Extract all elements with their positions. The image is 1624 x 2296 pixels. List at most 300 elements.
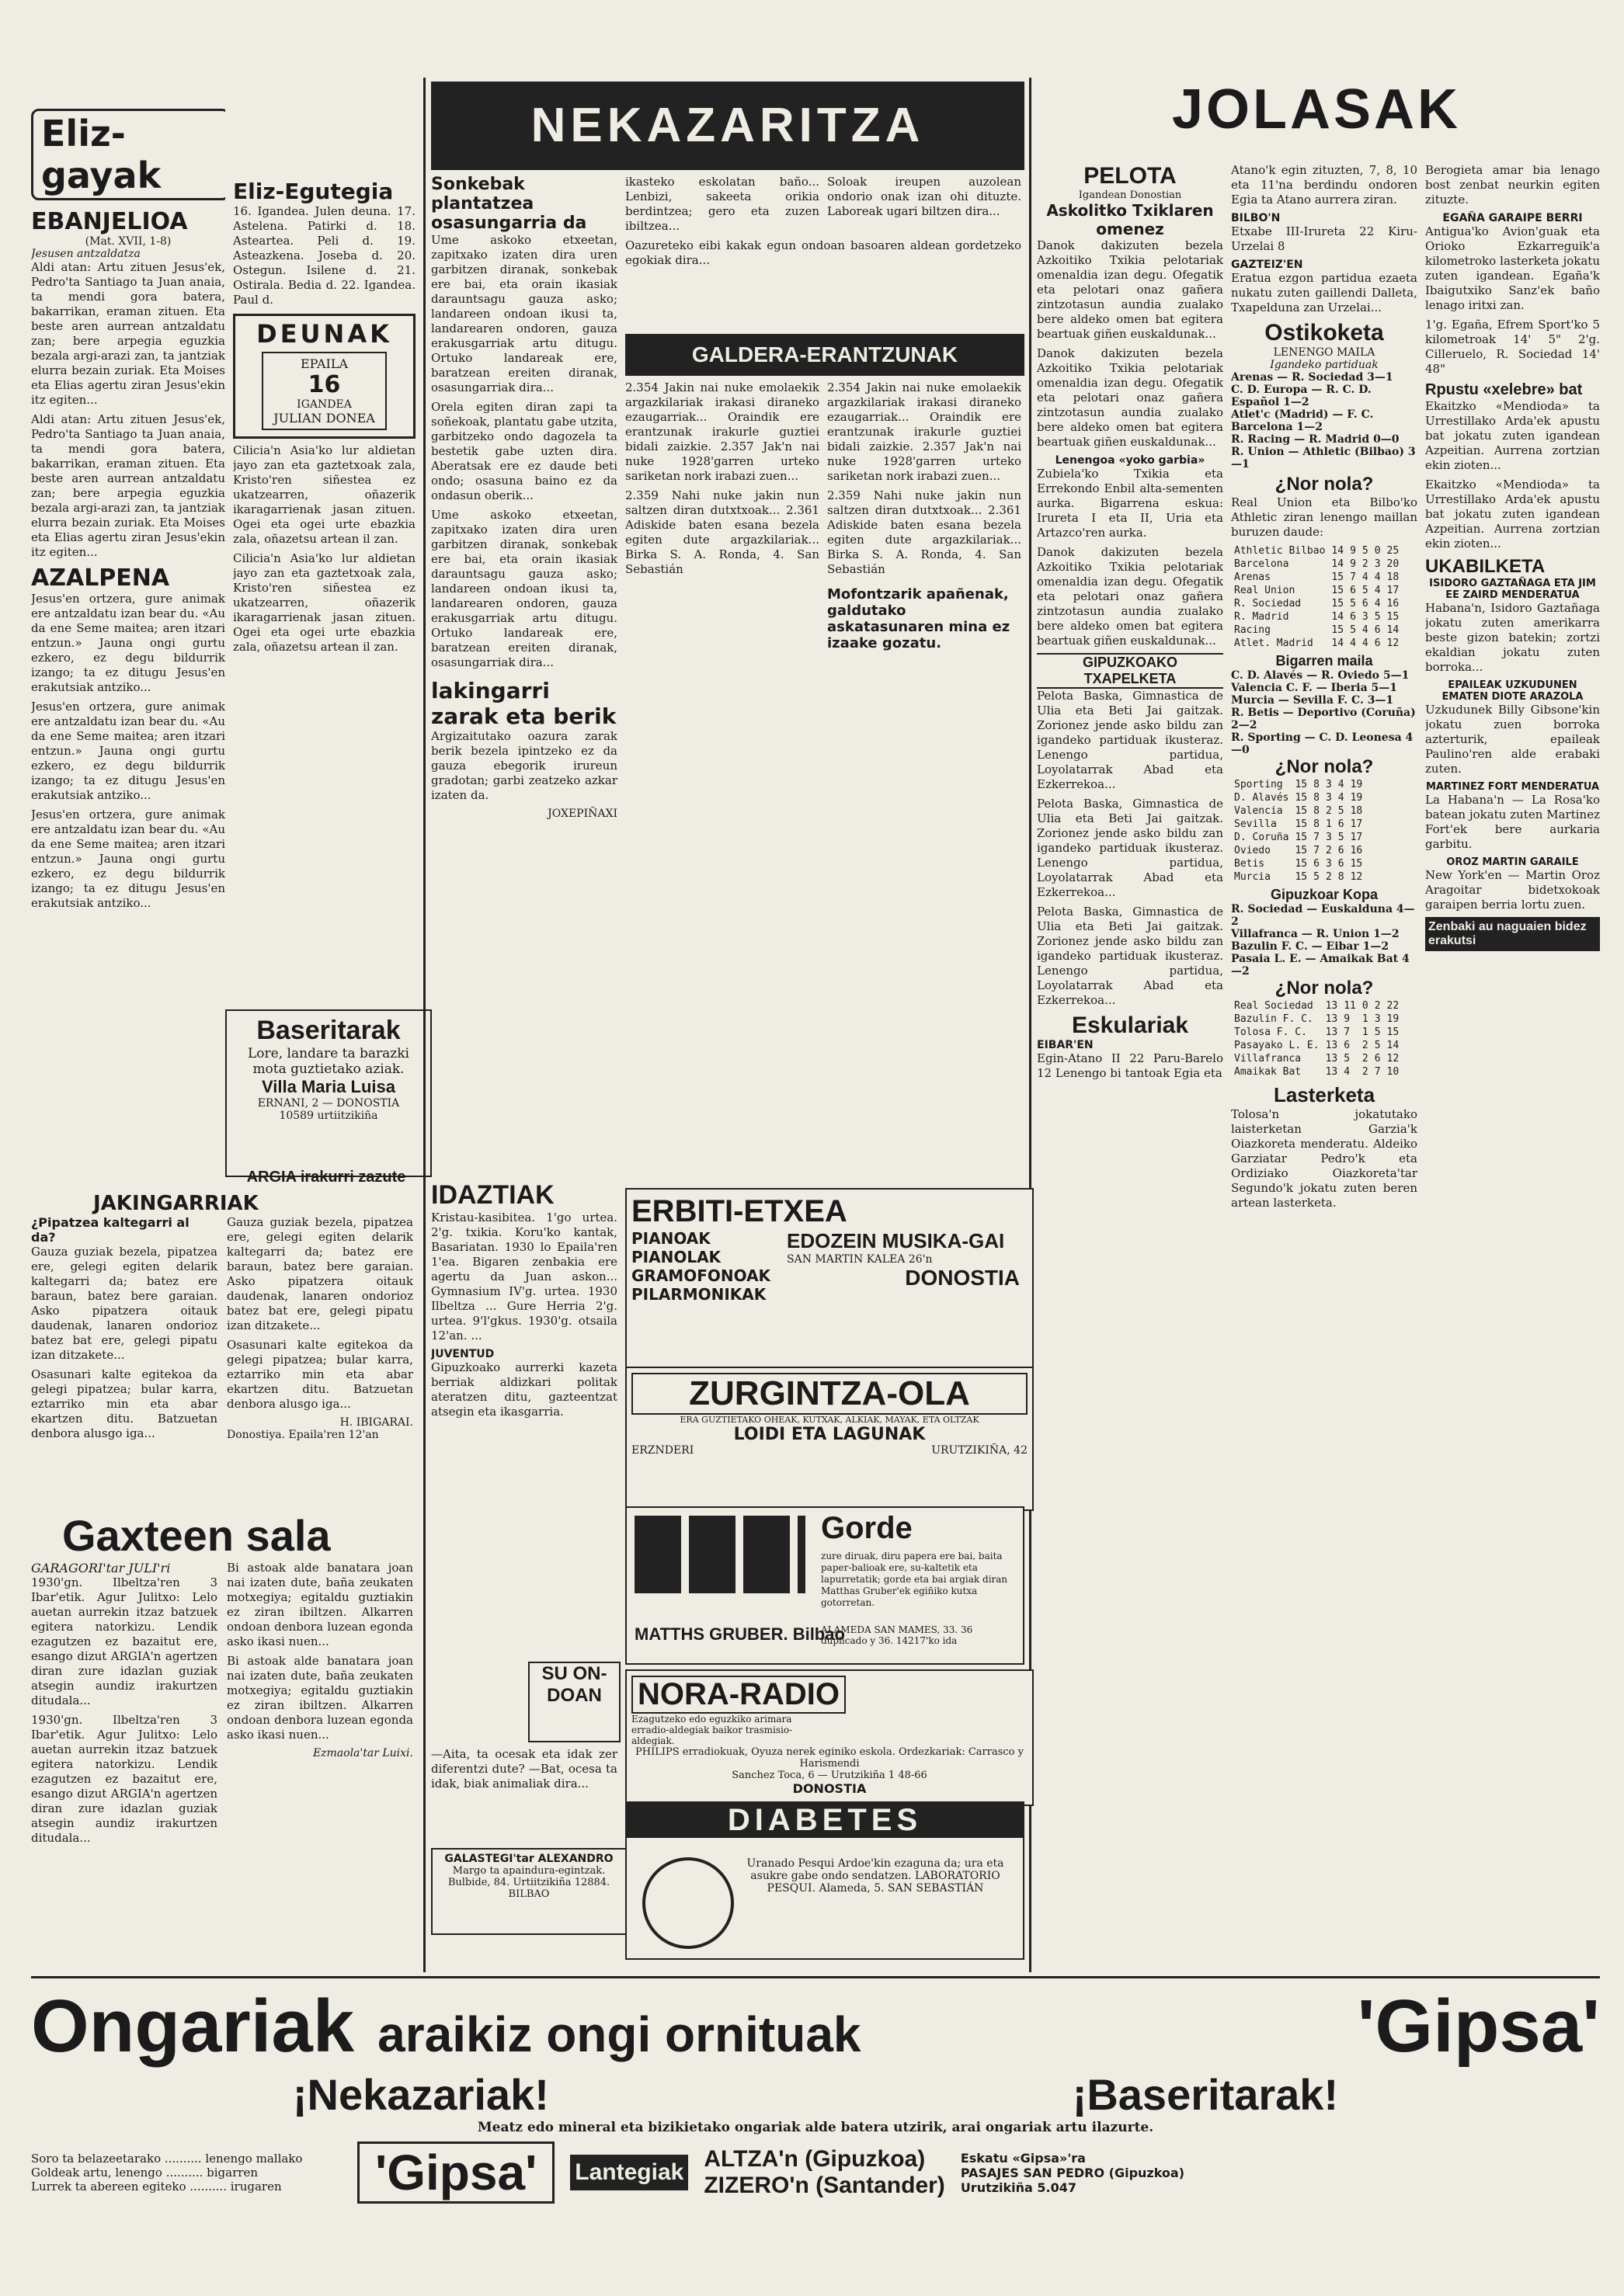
standings-cell-team: Barcelona [1234, 558, 1289, 570]
standings-cell-l: 8 [1337, 871, 1344, 883]
galastegi-title: GALASTEGI'tar ALEXANDRO [444, 1853, 614, 1865]
jakingarriak-signature: H. IBIGARAI. [339, 1416, 413, 1429]
standings-cell-team: Betis [1234, 858, 1265, 870]
standings-cell-w: 8 [1313, 818, 1320, 830]
standings-row [1231, 831, 1365, 844]
ebanjelioa-body-cont: Aldi atan: Artu zituen Jesus'ek, Pedro'ta Santiago ta Juan anaia, ta mendi gora batera, bakarrikan, eraman zituen. Eta beste aren aurrean antzaldatu zan; bere arpegia eguzkia bezala argi-arazi zan, ta jantziak elurra bezain zuriak. Eta Moises eta Elias agertu ziran Jesus'ekin itz egiten... [31, 412, 225, 559]
martinez-body: La Habana'n — La Rosa'ko batean jokatu zuten Martinez Fort'ek bere aurkaria garbitu. [1425, 793, 1600, 851]
erbiti-address: SAN MARTIN KALEA 26'n [787, 1253, 933, 1266]
standings-cell-l: 6 [1337, 818, 1344, 830]
gipuzkoako-body-cont2: Pelota Baska, Gimnastica de Ulia eta Beti Jai gaitzak. Zorionez jende asko bildu zan igandeko partiduak ikusteraz. Lenengo partidua, Loyolatarrak Abad eta Ezkerrekoa... [1037, 905, 1223, 1007]
standings-cell-d: 4 [1361, 624, 1368, 636]
standings-row [1231, 999, 1402, 1013]
standings-cell-d: 0 [1361, 1000, 1368, 1012]
soluak-body: Soloak ireupen auzolean ondorio onak izan ohi dituzte. Laboreak ugari biltzen dira... [827, 175, 1021, 218]
gaxteen-body2: Bi astoak alde banatara joan nai izaten dute, baña zeukaten motxegiya; egitaldu guztiakin ez ziran ibiltzen. Alkarren ondoan denbora luzean egonda asko ikasi nuen... [227, 1561, 413, 1648]
standings-cell-pts: 18 [1386, 571, 1400, 583]
jakingarriak-question: ¿Pipatzea kaltegarri al da? [31, 1215, 190, 1245]
standings-cell-l: 6 [1337, 858, 1344, 870]
galderak-body-1: 2.354 Jakin nai nuke emolaekik argazkilariak irakasi diraneko ezaugarriak... Oraindik ere erantzunak irakurle guztiei bidali zaizkie. 2.357 Jak'n nai nuke 1928'garren urteko sariketan nork irabazi zuen... [625, 380, 819, 483]
standings-cell-p: 15 [1295, 792, 1308, 804]
ongariak-bigaren: bigarren [207, 2166, 258, 2180]
deunak-saint: JULIAN DONEA [273, 411, 375, 426]
diabetes-title: DIABETES [627, 1803, 1023, 1838]
zurgintza-ad [625, 1367, 1034, 1511]
standings-cell-team: Real Sociedad [1234, 1000, 1313, 1012]
nekazaritza-body-cont: Ume askoko etxeetan, zapitxako izaten dira uren garbitzen diranak, sonkebak ere bai, eta orain ikasiak darauntsagu gauza asko; landareen ondoan ikusi ta, landarearen ondoren, gauza erakusgarriak artu ditugu. Ortuko landareak ere, baratzean ereiten diranak, osasungarriak dira... [431, 508, 617, 669]
zurgintza-name: LOIDI ETA LAGUNAK [733, 1425, 926, 1444]
erbiti-city: DONOSTIA [905, 1266, 1020, 1290]
pelota-heading: PELOTA [1083, 163, 1177, 189]
erbiti-ad [625, 1188, 1034, 1371]
gipuzkoako-heading: GIPUZKOAKO TXAPELKETA [1037, 653, 1223, 689]
zizero-line: ZIZERO'n (Santander) [704, 2173, 945, 2198]
ebanjelioa-ref: (Mat. XVII, 1-8) [85, 235, 172, 248]
lantegiak-label: Lantegiak [570, 2155, 688, 2190]
azalpena-body-cont2: Jesus'en ortzera, gure animak ere antzaldatu izan bear du. «Au da ene Seme maitea; aren itzari entzun.» Jauna ongi gurtu ezkero, ez degu bildurrik izango; ta ez ditugu Jesus'en erakutsiak antziko... [31, 808, 225, 910]
ebanjelioa-body: Aldi atan: Artu zituen Jesus'ek, Pedro'ta Santiago ta Juan anaia, ta mendi gora batera, bakarrikan, eraman zituen. Eta beste aren aurrean antzaldatu zan; bere arpegia eguzkia bezala argi-arazi zan, ta jantziak elurra bezain zuriak. Eta Moises eta Elias agertu ziran Jesus'ekin itz egiten... [31, 260, 225, 407]
standings-cell-l: 4 [1337, 779, 1344, 790]
standings-cell-team: Sevilla [1234, 818, 1277, 830]
nora-city: DONOSTIA [792, 1781, 867, 1796]
gaxteen-body2-cont: Bi astoak alde banatara joan nai izaten dute, baña zeukaten motxegiya; egitaldu guztiakin ez ziran ibiltzen. Alkarren ondoan denbora luzean egonda asko ikasi nuen... [227, 1654, 413, 1742]
col2-intro: Atano'k egin zituzten, 7, 8, 10 eta 11'na berdindu ondoren Egia ta Atano aurrera ziran. [1231, 163, 1417, 207]
standings-table-2 [1231, 778, 1365, 884]
diabetes-body: Uranado Pesqui Ardoe'kin ezaguna da; ura eta asukre gabe ondo sendatzen. LABORATORIO PESQUI. Alameda, 5. SAN SEBASTIÁN [746, 1857, 1004, 1895]
zenbaki-box: Zenbaki au naguaien bidez erakutsi [1425, 917, 1600, 951]
martinez-heading: MARTINEZ FORT MENDERATUA [1425, 781, 1600, 793]
standings-cell-l: 4 [1374, 571, 1381, 583]
standings-cell-w: 4 [1344, 1066, 1351, 1078]
standings-cell-p: 15 [1295, 832, 1308, 843]
standings-cell-team: D. Alavés [1234, 792, 1289, 804]
standings-cell-d: 3 [1325, 792, 1332, 804]
standings-cell-l: 5 [1374, 1040, 1381, 1051]
nekazaritza-signature: JOXEPIÑAXI [548, 808, 617, 820]
egana-heading: EGAÑA GARAIPE BERRI [1442, 212, 1583, 224]
standings-cell-w: 5 [1313, 871, 1320, 883]
standings-cell-w: 7 [1350, 571, 1356, 583]
standings-row [1231, 1026, 1402, 1039]
standings-cell-team: Sporting [1234, 779, 1283, 790]
standings-cell-d: 5 [1361, 585, 1368, 596]
standings-cell-pts: 19 [1350, 792, 1363, 804]
standings-cell-l: 4 [1337, 792, 1344, 804]
standings-cell-team: Pasayako L. E. [1234, 1040, 1320, 1051]
eliz-gayak-title: Eliz-gayak [31, 109, 225, 200]
bilbo-heading: BILBO'N [1231, 212, 1281, 224]
standings-cell-pts: 18 [1350, 805, 1363, 817]
standings-row [1231, 597, 1402, 610]
rpustu-body: Ekaitzko «Mendioda» ta Urrestillako Arda'ek apustu bat jokatu zuten igandean Azpeitian. Aurrena zortzian ekin zioten... [1425, 399, 1600, 472]
zurgintza-sub: ERA GUZTIETAKO OHEAK, KUTXAK, ALKIAK, MAYAK, ETA OLTZAK [680, 1415, 979, 1425]
azalpena-body-cont: Jesus'en ortzera, gure animak ere antzaldatu izan bear du. «Au da ene Seme maitea; aren itzari entzun.» Jauna ongi gurtu ezkero, ez degu bildurrik izango; ta ez ditugu Jesus'en erakutsiak antziko... [31, 700, 225, 802]
standings-cell-pts: 20 [1386, 558, 1400, 570]
erbiti-item-2: PIANOLAK [631, 1248, 722, 1266]
lasterketa-heading: Lasterketa [1273, 1083, 1375, 1106]
standings-cell-l: 7 [1374, 1066, 1381, 1078]
standings-cell-w: 9 [1350, 558, 1356, 570]
standings-cell-p: 14 [1331, 637, 1344, 649]
deunak-num: 16 [308, 371, 341, 398]
result-2-5: R. Sporting — C. D. Leonesa 4—0 [1231, 731, 1414, 756]
ongariak-baseritarak: ¡Baseritarak! [1072, 2070, 1339, 2119]
standings-cell-pts: 15 [1386, 1026, 1400, 1038]
standings-cell-p: 13 [1325, 1013, 1338, 1025]
erbiti-item-1: PIANOAK [631, 1229, 711, 1248]
standings-cell-d: 2 [1325, 871, 1332, 883]
standings-cell-l: 6 [1337, 845, 1344, 856]
baseritarak-ad-line5: 10589 urtiitzikiña [279, 1110, 378, 1122]
standings-cell-team: Atlet. Madrid [1234, 637, 1313, 649]
pasajes-line: PASAJES SAN PEDRO (Gipuzkoa) [960, 2165, 1185, 2180]
standings-cell-pts: 14 [1386, 1040, 1400, 1051]
standings-cell-pts: 25 [1386, 545, 1400, 557]
standings-cell-team: Valencia [1234, 805, 1283, 817]
standings-cell-w: 4 [1350, 637, 1356, 649]
mofontzaria-text: Mofontzarik apañenak, galdutako askatasunaren mina ez izaake gozatu. [827, 586, 1010, 651]
standings-row [1231, 844, 1365, 857]
iakingarri-body: Argizaitutako oazura zarak berik bezela ipintzeko ez da gauza ebegorik irureun gradotan; garbi zeatzeko azkar izaten da. [431, 729, 617, 802]
standings-cell-pts: 15 [1350, 858, 1363, 870]
standings-cell-d: 6 [1361, 598, 1368, 610]
standings-row [1231, 778, 1365, 791]
standings-cell-pts: 10 [1386, 1066, 1400, 1078]
gaxteen-sub: GARAGORI'tar JULI'ri [31, 1561, 171, 1575]
standings-row [1231, 1013, 1402, 1026]
nekazaritza-title: NEKAZARITZA [530, 99, 925, 152]
standings-cell-w: 5 [1344, 1053, 1351, 1065]
standings-cell-team: Oviedo [1234, 845, 1271, 856]
standings-cell-p: 15 [1295, 858, 1308, 870]
standings-cell-l: 4 [1374, 598, 1381, 610]
standings-cell-l: 2 [1374, 1000, 1381, 1012]
su-ondoan-body-area [431, 1747, 617, 1825]
standings-cell-team: Tolosa F. C. [1234, 1026, 1307, 1038]
jakingarriak-place: Donostiya. Epaila'ren 12'an [227, 1429, 379, 1441]
eskatu-line: Eskatu «Gipsa»'ra [960, 2150, 1086, 2166]
deunak-body-cont: Cilicia'n Asia'ko lur aldietan jayo zan eta gaztetxoak zala, Kristo'ren siñestea ez ukatzearren, oñazerik ikaragarrienak jasan zituen. Ogei eta ogei urte ebazkia zala, oñazetsu artean il zan. [233, 551, 416, 654]
ongariak-araikiz: araikiz ongi ornituak [377, 2006, 861, 2062]
result-3-1: R. Sociedad — Euskalduna 4—2 [1231, 903, 1415, 928]
jakingarriak-body: Gauza guziak bezela, pipatzea ere, gelegi egiten delarik kaltegarri da; batez ere baraun, batez bere garaian. Asko pipatzera oitauk daudenak, lanaren ondorioz batez bat ere, gelegi pipatu izan ditzakete... [31, 1245, 217, 1362]
pelota-body: Danok dakizuten bezela Azkoitiko Txikia pelotariak omenaldia izan degu. Ofegatik eta pelotari onaz gañera zintzotasun aundia zualako bere aldeko omen bat egitera beartuak giñen euskaldunak... [1037, 238, 1223, 341]
galastegi-ad [431, 1848, 627, 1935]
gaxteen-body-cont: 1930'gn. Ilbeltza'ren 3 Ibar'etik. Agur Julitxo: Lelo auetan aurrekin itzaz batzuek egitera natorkizu. Lendik ezagutzen ez bazaitut ere, esango dizut ARGIA'n agertzen diran zure idazlan guziak atsegin aundiz irakurtzen ditudala... [31, 1713, 217, 1845]
standings-cell-w: 8 [1313, 779, 1320, 790]
result-3-4: Pasaia L. E. — Amaikak Bat 4—2 [1231, 953, 1410, 978]
ongariak-line-1: Soro ta belazeetarako [31, 2152, 162, 2166]
bottom-rule [31, 1976, 1600, 1978]
ongariak-line-3: Lurrek ta abereen egiteko [31, 2180, 186, 2194]
gorde-address: ALAMEDA SAN MAMES, 33. 36 duplicado y 36. 14217'ko ida [821, 1624, 973, 1646]
standings-cell-team: R. Sociedad [1234, 598, 1302, 610]
erbiti-tagline: EDOZEIN MUSIKA-GAI [787, 1229, 1005, 1252]
standings-cell-pts: 16 [1386, 598, 1400, 610]
ostikoketa-column [1231, 163, 1417, 1972]
standings-cell-pts: 12 [1386, 1053, 1400, 1065]
erbiti-item-4: PILARMONIKAK [631, 1285, 767, 1304]
standings-cell-p: 13 [1325, 1000, 1338, 1012]
standings-cell-p: 15 [1295, 818, 1308, 830]
isidoro-heading: ISIDORO GAZTAÑAGA ETA JIM EE ZAIRD MENDERATUA [1429, 578, 1596, 601]
iakingarri-headline: lakingarri zarak eta berik [431, 678, 617, 729]
standings-cell-pts: 17 [1350, 832, 1363, 843]
erbiti-item-3: GRAMOFONOAK [631, 1266, 771, 1285]
eskulariak-body: Egin-Atano II 22 Paru-Barelo 12 Lenengo bi tantoak Egia eta [1037, 1051, 1223, 1080]
standings-cell-d: 1 [1361, 1013, 1368, 1025]
standings-cell-d: 2 [1325, 805, 1332, 817]
standings-cell-l: 3 [1374, 1013, 1381, 1025]
pelota-body-cont: Danok dakizuten bezela Azkoitiko Txikia pelotariak omenaldia izan degu. Ofegatik eta pelotari onaz gañera zintzotasun aundia zualako bere aldeko omen bat egitera beartuak giñen euskaldunak... [1037, 346, 1223, 449]
ostikoketa-heading: Ostikoketa [1264, 320, 1384, 346]
galdera-erantzunak-body [625, 380, 1021, 1141]
galdera-erantzunak-title: GALDERA-ERANTZUNAK [691, 342, 958, 366]
zurgintza-title: ZURGINTZA-OLA [631, 1373, 1028, 1415]
gipuzkoako-body: Pelota Baska, Gimnastica de Ulia eta Beti Jai gaitzak. Zorionez jende asko bildu zan igandeko partiduak ikusteraz. Lenengo partidua, Loyolatarrak Abad eta Ezkerrekoa... [1037, 689, 1223, 791]
standings-cell-pts: 17 [1386, 585, 1400, 596]
standings-cell-d: 3 [1325, 858, 1332, 870]
ongariak-note: Meatz edo mineral eta bizikietako ongariak alde batera utzirik, arai ongariak artu ilazurte. [477, 2120, 1154, 2135]
gaxteen-signature: Ezmaola'tar Luixi. [312, 1747, 413, 1759]
standings-row [1231, 791, 1365, 804]
baseritarak-ad-line3: Villa Maria Luisa [261, 1077, 395, 1096]
epaileak-heading: EPAILEAK UZKUDUNEN EMATEN DIOTE ARAZOLA [1441, 679, 1584, 703]
oazur-body: Oazureteko eibi kakak egun ondoan basoaren aldean gordetzeko egokiak dira... [625, 238, 1021, 267]
su-ondoan-box [528, 1662, 621, 1742]
pelota-sub: Igandean Donostian [1078, 189, 1182, 201]
standings-row [1231, 558, 1402, 571]
galderak-body-2: 2.359 Nahi nuke jakin nun saltzen diran dutxtxoak... 2.361 Adiskide baten esana bezela egiten dute argazkilariak... Birka S. A. Ronda, 4. San Sebastián [625, 488, 819, 576]
standings-cell-p: 13 [1325, 1066, 1338, 1078]
deunak-box [233, 314, 416, 439]
gazteiz-body: Eratua ezgon partidua ezaeta nukatu zuten gaillendi Dalleta, Txapelduna zan Urzelai... [1231, 271, 1417, 314]
eskulariak-sub: EIBAR'EN [1037, 1039, 1094, 1051]
jolasak-banner [1037, 78, 1596, 163]
baseritarak-ad-line2: mota guztietako aziak. [252, 1061, 405, 1077]
baseritarak-ad-line4: ERNANI, 2 — DONOSTIA [257, 1097, 400, 1110]
standings-cell-pts: 12 [1386, 637, 1400, 649]
result-3-2: Villafranca — R. Union 1—2 [1231, 928, 1400, 940]
standings-cell-d: 1 [1361, 1026, 1368, 1038]
standings-cell-d: 2 [1361, 558, 1368, 570]
nora-tagline: Ezagutzeko edo eguzkiko arimara erradio-aldegiak baikor trasmisio-aldegiak. [631, 1714, 793, 1746]
lenengoa-body: Zubiela'ko Txikia eta Errekondo Enbil alta-sementen aurka. Bigarrena eskua: Irureta I eta II, Uria eta Artazco'ren aurka. [1037, 467, 1223, 540]
standings-cell-l: 5 [1337, 805, 1344, 817]
standings-cell-team: Murcia [1234, 871, 1271, 883]
result-2-4: R. Betis — Deportivo (Coruña) 2—2 [1231, 707, 1416, 731]
standings-cell-w: 7 [1313, 832, 1320, 843]
result-1-5: R. Union — Athletic (Bilbao) 3—1 [1231, 446, 1416, 471]
gorde-title: Gorde [821, 1511, 913, 1545]
ongariak-gipsa: 'Gipsa' [1357, 1985, 1600, 2068]
egana-results: 1'g. Egaña, Efrem Sport'ko 5 kilometroak 14' 5" 2'g. Cilleruelo, R. Sociedad 14' 48" [1425, 318, 1600, 376]
standings-cell-w: 11 [1344, 1000, 1356, 1012]
standings-cell-team: Real Union [1234, 585, 1295, 596]
galderak-body-4: 2.359 Nahi nuke jakin nun saltzen diran dutxtxoak... 2.361 Adiskide baten esana bezela egiten dute argazkilariak... Birka S. A. Ronda, 4. San Sebastián [827, 488, 1021, 576]
nor-nola-heading-1: ¿Nor nola? [1275, 474, 1374, 495]
idaztiak-title: IDAZTIAK [431, 1180, 555, 1210]
standings-cell-pts: 16 [1350, 845, 1363, 856]
deunak-heading: DEUNAK [256, 319, 392, 349]
azalpena-heading: AZALPENA [31, 564, 170, 592]
standings-cell-p: 15 [1295, 871, 1308, 883]
nora-address: Sanchez Toca, 6 — Urutzikiña 1 48-66 [732, 1770, 927, 1781]
standings-cell-pts: 15 [1386, 611, 1400, 623]
standings-row [1231, 1065, 1402, 1079]
jakingarriak-body2-right: Osasunari kalte egitekoa da gelegi pipatzea; bular karra, eztarriko min eta abar ekartzen ditu. Batzuetan denbora alusgo iga... [227, 1338, 413, 1411]
standings-cell-d: 2 [1361, 1040, 1368, 1051]
standings-cell-l: 6 [1374, 1053, 1381, 1065]
standings-cell-team: R. Madrid [1234, 611, 1289, 623]
standings-cell-pts: 19 [1350, 779, 1363, 790]
egutegia-heading: Eliz-Egutegia [233, 179, 394, 204]
baseritarak-ad-line1: Lore, landare ta barazki [248, 1046, 409, 1061]
rpustu-body-cont: Ekaitzko «Mendioda» ta Urrestillako Arda'ek apustu bat jokatu zuten igandean Azpeitian. Aurrena zortzian ekin zioten... [1425, 478, 1600, 551]
galderak-body-3: 2.354 Jakin nai nuke emolaekik argazkilariak irakasi diraneko ezaugarriak... Oraindik ere erantzunak irakurle guztiei bidali zaizkie. 2.357 Jak'n nai nuke 1928'garren urteko sariketan nork irabazi zuen... [827, 380, 1021, 483]
juventud-heading: JUVENTUD [431, 1348, 495, 1360]
ebanjelioa-heading: EBANJELIOA [31, 208, 188, 235]
jolasak-title: JOLASAK [1171, 78, 1462, 141]
standings-cell-d: 3 [1325, 832, 1332, 843]
ebanjelioa-sub: Jesusen antzaldatza [31, 248, 141, 260]
result-2-3: Murcia — Sevilla F. C. 3—1 [1231, 694, 1394, 707]
standings-cell-w: 5 [1350, 598, 1356, 610]
standings-cell-p: 15 [1331, 624, 1344, 636]
result-3-3: Bazulin F. C. — Eibar 1—2 [1231, 940, 1389, 953]
standings-cell-d: 3 [1325, 779, 1332, 790]
standings-cell-pts: 14 [1386, 624, 1400, 636]
standings-cell-p: 15 [1331, 585, 1344, 596]
result-1-1: Arenas — R. Sociedad 3—1 [1231, 371, 1393, 384]
standings-cell-w: 8 [1313, 805, 1320, 817]
gaxteen-body: 1930'gn. Ilbeltza'ren 3 Ibar'etik. Agur Julitxo: Lelo auetan aurrekin itzaz batzuek egitera natorkizu. Lendik ezagutzen ez bazaitut ere, esango dizut ARGIA'n agertzen diran zure idazlan guziak atsegin aundiz irakurtzen ditudala... [31, 1575, 217, 1707]
standings-cell-p: 15 [1331, 571, 1344, 583]
standings-cell-d: 2 [1325, 845, 1332, 856]
standings-cell-pts: 17 [1350, 818, 1363, 830]
standings-table-3 [1231, 999, 1402, 1079]
nekazaritza-body: Ume askoko etxeetan, zapitxako izaten dira uren garbitzen diranak, sonkebak ere bai, eta orain ikasiak darauntsagu gauza asko; landareen ondoan ikusi ta, landarearen ondoren, gauza erakusgarriak artu ditugu. Ortuko landareak ere, baratzean ereiten diranak, osasungarriak dira... [431, 233, 617, 394]
juventud-body: Gipuzkoako aurrerki kazeta berriak aldizkari politak ateratzen ditu, gazteentzat atsegin eta ikasgarria. [431, 1360, 617, 1419]
pelota-column [1037, 163, 1223, 1972]
standings-cell-w: 7 [1313, 845, 1320, 856]
standings-cell-l: 4 [1374, 585, 1381, 596]
galdera-erantzunak-banner [625, 334, 1024, 376]
standings-row [1231, 1039, 1402, 1052]
egutegia-body: 16. Igandea. Julen deuna. 17. Astelena. Patirki d. 18. Asteartea. Peli d. 19. Asteazkena. Joseba d. 20. Ostegun. Isilene d. 21. Ostirala. Bedia d. 22. Igandea. Paul d. [233, 204, 416, 307]
eskulariak-heading: Eskulariak [1071, 1013, 1189, 1038]
standings-cell-d: 4 [1361, 571, 1368, 583]
nekazaritza-body2: Orela egiten diran zapi ta soñekoak, plantatu gabe utzita, garbitzeko ondo dagozela ta bestetik gabe uzten dira. Aberatsak ere ez daude beti ondo; osasuna baino ez da ondasun oberik... [431, 400, 617, 502]
oroz-body: New York'en — Martin Oroz Aragoitar bidetxokoak garaipen berria lortu zuen. [1425, 868, 1600, 912]
standings-cell-w: 5 [1350, 624, 1356, 636]
bigarren-maila-heading: Bigarren maila [1275, 653, 1373, 669]
gorde-brand: MATTHS GRUBER. Bilbao [635, 1624, 845, 1644]
standings-cell-d: 3 [1361, 611, 1368, 623]
standings-cell-team: Amaikak Bat [1234, 1066, 1302, 1078]
middle-upper-articles [625, 175, 1021, 330]
jolasak-right-column [1425, 163, 1600, 1972]
lenengoa-heading: Lenengoa «yoko garbia» [1055, 454, 1205, 467]
jakingarriak-section [31, 1192, 419, 1502]
standings-cell-d: 4 [1361, 637, 1368, 649]
standings-cell-l: 6 [1374, 637, 1381, 649]
column-rule-1 [423, 78, 426, 1972]
bilbo-body: Etxabe III-Irureta 22 Kiru-Urzelai 8 [1231, 224, 1417, 253]
argia-footer: ARGIA irakurri zazute [246, 1169, 406, 1186]
standings-cell-l: 5 [1374, 1026, 1381, 1038]
standings-cell-p: 14 [1331, 545, 1344, 557]
standings-row [1231, 584, 1402, 597]
nekazaritza-headline: Sonkebak plantatzea osasungarria da [431, 175, 587, 233]
jakingarriak-title: JAKINGARRIAK [93, 1192, 259, 1215]
ongariak-title: Ongariak [31, 1985, 355, 2068]
standings-cell-pts: 19 [1386, 1013, 1400, 1025]
standings-row [1231, 544, 1402, 558]
nekazaritza-article [431, 175, 617, 1138]
standings-row [1231, 623, 1402, 637]
standings-cell-team: Arenas [1234, 571, 1271, 583]
nor-nola-heading-2: ¿Nor nola? [1275, 756, 1374, 777]
standings-cell-team: Racing [1234, 624, 1271, 636]
gipuzkoar-kopa-heading: Gipuzkoar Kopa [1270, 887, 1378, 902]
egana-body: Antigua'ko Avion'guak eta Orioko Ezkarreguik'a kilometroko lasterketa jokatu zuten igandean. Egaña'k Ibaigutxiko Sanz'ek baño lenago iritxi zan. [1425, 224, 1600, 312]
standings-cell-d: 1 [1325, 818, 1332, 830]
gazteiz-heading: GAZTEIZ'EN [1231, 259, 1303, 271]
standings-cell-w: 9 [1350, 545, 1356, 557]
standings-cell-p: 13 [1325, 1026, 1338, 1038]
standings-table-1 [1231, 544, 1402, 650]
standings-cell-d: 2 [1361, 1066, 1368, 1078]
zurgintza-right: URUTZIKIÑA, 42 [931, 1444, 1028, 1457]
gaxteen-sala-section [31, 1510, 419, 1968]
standings-cell-pts: 12 [1350, 871, 1363, 883]
standings-row [1231, 610, 1402, 623]
result-1-3: Atlet'c (Madrid) — F. C. Barcelona 1—2 [1231, 408, 1374, 433]
nora-radio-ad [625, 1669, 1034, 1806]
result-1-2: C. D. Europa — R. C. D. Español 1—2 [1231, 384, 1372, 408]
standings-cell-p: 14 [1331, 611, 1344, 623]
nora-title: NORA-RADIO [631, 1676, 846, 1714]
standings-cell-team: Villafranca [1234, 1053, 1302, 1065]
gorde-body: zure diruak, diru papera ere bai, baita paper-balioak ere, su-kaltetik eta lapurretatik; gorde eta bai argiak diran Matthas Gruber'ek egiñiko kutxa gotorretan. [821, 1551, 1008, 1608]
standings-row [1231, 1052, 1402, 1065]
galastegi-body: Margo ta apaindura-egintzak. Bulbide, 84. Urtiitzikiña 12884. BILBAO [447, 1865, 610, 1900]
standings-cell-p: 14 [1331, 558, 1344, 570]
standings-cell-p: 15 [1295, 845, 1308, 856]
ongariak-ad: Ongariak araikiz ongi ornituak 'Gipsa' ¡Nekazariak! ¡Baseritarak! Meatz edo mineral eta bizikietako ongariak alde batera utzirik, arai ongariak artu ilazurte. Soro ta belazeetarako .......... lenengo mallako Goldeak artu, lenengo .......... bigarren Lurrek ta abereen egiteko .......... irugaren 'Gipsa' Lantegiak ALTZA'n (Gipuzkoa) ZIZERO'n (Santander) Eskatu «Gipsa»'ra PASAJES SAN PEDRO (Gipuzkoa) Urutzikiña 5.047 [31, 1984, 1600, 2279]
altza-line: ALTZA'n (Gipuzkoa) [704, 2146, 926, 2172]
nor-nola-sub: Real Union eta Bilbo'ko Athletic ziran lenengo maillan buruzen daude: [1231, 495, 1417, 539]
maila-sub: Igandeko partiduak [1270, 359, 1379, 371]
standings-cell-w: 9 [1344, 1013, 1351, 1025]
su-ondoan-body: —Aita, ta ocesak eta idak zer diferentzi dute? —Bat, ocesa ta idak, biak animaliak dira... [431, 1747, 617, 1791]
result-2-1: C. D. Alavés — R. Oviedo 5—1 [1231, 669, 1410, 682]
standings-cell-w: 6 [1350, 585, 1356, 596]
standings-row [1231, 637, 1402, 650]
baseritarak-ad [225, 1009, 432, 1177]
rpustu-heading: Rpustu «xelebre» bat [1425, 381, 1583, 398]
jakingarriak-body-right: Gauza guziak bezela, pipatzea ere, gelegi egiten delarik kaltegarri da; batez ere baraun, batez bere garaian. Asko pipatzera oitauk daudenak, lanaren ondorioz batez bat ere, gelegi pipatu izan ditzakete... [227, 1215, 413, 1332]
zurgintza-left: ERZNDERI [631, 1444, 694, 1457]
standings-cell-l: 5 [1337, 832, 1344, 843]
nora-body: PHILIPS erradiokuak, Oyuza nerek eginiko eskola. Ordezkariak: Carrasco y Harismendi [635, 1746, 1024, 1770]
idaztiak-body: Kristau-kasibitea. 1'go urtea. 2'g. txikia. Koru'ko kantak, Basariatan. 1930 lo Epaila'ren 1'ea. Bigaren zenbakia ere agertu da Juan askon... Gymnasium IV'g. urtea. 1930 Ilbeltza ... Gure Herria 2'g. urtea. 9'l'gkus. 1930'g. otsaila 12'an. ... [431, 1211, 617, 1343]
upesqui-logo-icon [642, 1857, 734, 1949]
jakingarriak-body2: Osasunari kalte egitekoa da gelegi pipatzea; bular karra, eztarriko min eta abar ekartzen ditu. Batzuetan denbora alusgo iga... [31, 1367, 217, 1440]
result-1-4: R. Racing — R. Madrid 0—0 [1231, 433, 1400, 446]
deunak-date-box [262, 352, 387, 430]
